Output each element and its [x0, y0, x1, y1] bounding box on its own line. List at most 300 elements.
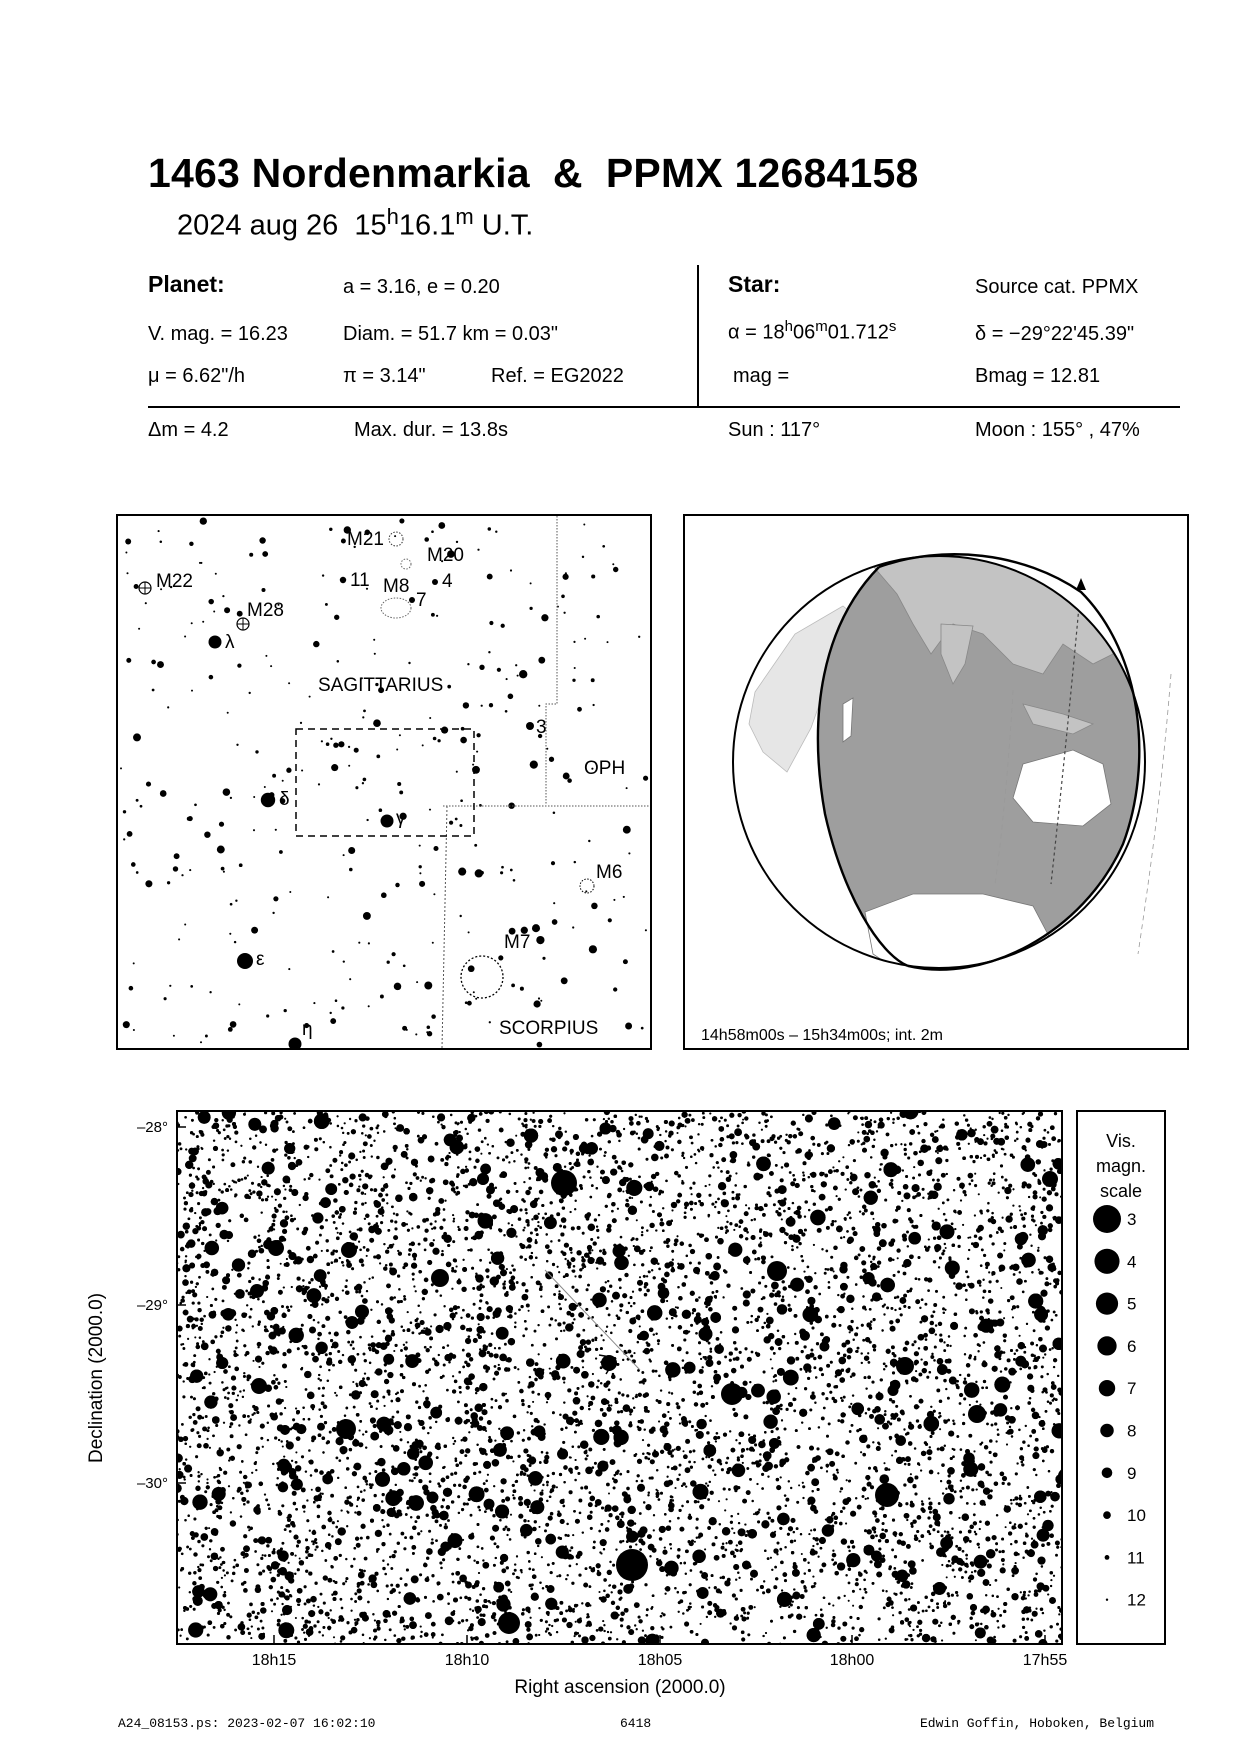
field-star [935, 1290, 938, 1293]
label-11: 11 [350, 570, 370, 591]
field-star [938, 1208, 940, 1210]
field-star [559, 1601, 563, 1605]
field-star [547, 1563, 550, 1566]
finder-star [191, 622, 193, 624]
field-star [180, 1147, 183, 1150]
field-star [230, 1434, 234, 1438]
field-star [1039, 1196, 1041, 1198]
field-star [317, 1504, 321, 1508]
finder-star [607, 641, 609, 643]
field-star [185, 1458, 187, 1460]
finder-star [265, 655, 267, 657]
field-star [323, 1602, 326, 1605]
field-star [286, 1441, 294, 1449]
finder-star [625, 1023, 632, 1030]
field-star [1010, 1407, 1012, 1409]
field-star [541, 1451, 544, 1454]
finder-star [146, 782, 151, 787]
finder-star [208, 599, 214, 605]
field-star [452, 1240, 455, 1243]
finder-star [262, 551, 268, 557]
finder-star [584, 638, 586, 640]
finder-star [427, 1031, 432, 1036]
field-star [966, 1486, 970, 1490]
field-star [729, 1622, 731, 1624]
field-star [664, 1154, 669, 1159]
field-star [1029, 1397, 1032, 1400]
finder-star [126, 572, 128, 574]
field-star [918, 1278, 921, 1281]
field-star [985, 1262, 990, 1267]
field-star [341, 1607, 344, 1610]
field-star [734, 1223, 738, 1227]
field-star [790, 1518, 795, 1523]
field-star [266, 1175, 269, 1178]
finder-star [145, 602, 147, 604]
field-star [977, 1569, 985, 1577]
field-star [990, 1134, 995, 1139]
field-star [494, 1439, 496, 1441]
finder-star [223, 871, 225, 873]
field-star [685, 1485, 687, 1487]
field-star [403, 1625, 406, 1628]
field-star [585, 1308, 588, 1311]
field-star [466, 1133, 469, 1136]
field-star [361, 1203, 364, 1206]
field-star [847, 1355, 851, 1359]
field-star [883, 1313, 885, 1315]
finder-star [332, 950, 335, 953]
field-star [1010, 1226, 1013, 1229]
finder-star [456, 771, 458, 773]
finder-star [236, 744, 238, 746]
field-star [319, 1379, 322, 1382]
field-star [322, 1634, 324, 1636]
field-star [306, 1246, 311, 1251]
field-star [1001, 1129, 1004, 1132]
field-star [192, 1292, 197, 1297]
field-star [788, 1393, 790, 1395]
finder-star [563, 612, 565, 614]
finder-star [348, 746, 350, 748]
field-star [428, 1530, 431, 1533]
finder-star [261, 588, 265, 592]
field-star [460, 1325, 465, 1330]
finder-star [626, 787, 628, 789]
finder-star [419, 845, 421, 847]
planet-diam: Diam. = 51.7 km = 0.03" [343, 323, 558, 345]
field-star [750, 1578, 753, 1581]
finder-star [222, 595, 224, 597]
field-star [738, 1540, 743, 1545]
field-star [1032, 1452, 1039, 1459]
field-star [230, 1511, 232, 1513]
field-star [734, 1317, 737, 1320]
finder-star [431, 530, 434, 533]
field-star [237, 1489, 241, 1493]
field-star [440, 1567, 443, 1570]
field-star [808, 1149, 811, 1152]
field-star [596, 1305, 599, 1308]
field-star [726, 1284, 730, 1288]
earth-globe-panel [683, 514, 1189, 1050]
field-star [492, 1525, 499, 1532]
field-star [971, 1179, 974, 1182]
finder-star [335, 999, 338, 1002]
finder-star [501, 624, 505, 628]
field-star [841, 1538, 847, 1544]
finder-star [237, 663, 241, 667]
field-star [340, 1168, 343, 1171]
field-star [953, 1282, 956, 1285]
field-star [226, 1571, 229, 1574]
field-star [831, 1323, 836, 1328]
finder-star [563, 773, 570, 780]
star-lambda [209, 636, 222, 649]
field-star [313, 1319, 315, 1321]
finder-star [561, 977, 568, 984]
finder-star [253, 829, 255, 831]
field-star [349, 1118, 351, 1120]
finder-star [463, 702, 469, 708]
field-star [741, 1451, 743, 1453]
finder-star [489, 1021, 491, 1023]
finder-star [468, 931, 470, 933]
field-star [647, 1458, 650, 1461]
field-star [235, 1141, 238, 1144]
finder-star [495, 531, 497, 533]
field-star [278, 1570, 282, 1574]
field-star [1006, 1588, 1010, 1592]
finder-star [368, 1005, 370, 1007]
finder-star [475, 998, 477, 1000]
finder-star [363, 778, 367, 782]
finder-star [366, 819, 368, 821]
field-star [811, 1478, 819, 1486]
field-star [556, 1575, 558, 1577]
finder-star [327, 896, 329, 898]
field-star [281, 1399, 284, 1402]
field-star [774, 1464, 778, 1468]
field-star [311, 1489, 313, 1491]
field-star [228, 1485, 230, 1487]
field-star [441, 1253, 444, 1256]
field-star [812, 1545, 814, 1547]
field-star [476, 1561, 479, 1564]
field-star [556, 1486, 558, 1488]
finder-star [433, 893, 435, 895]
field-star [407, 1506, 410, 1509]
star-ra: $\alpha = 18^h06^m01.712^s$ [728, 318, 897, 344]
field-star [628, 1329, 632, 1333]
field-star [243, 1534, 247, 1538]
field-star [359, 1249, 362, 1252]
field-star [716, 1432, 719, 1435]
finder-star [334, 615, 339, 620]
field-star [651, 1154, 659, 1162]
field-star [1033, 1190, 1038, 1195]
label-m22: M22 [156, 571, 193, 592]
finder-star [474, 844, 477, 847]
field-star [499, 1519, 502, 1522]
field-star [796, 1527, 799, 1530]
field-star [274, 1436, 277, 1439]
field-star [764, 1322, 767, 1325]
finder-star [157, 661, 164, 668]
field-star [924, 1303, 927, 1306]
finder-star [530, 582, 532, 584]
field-star [758, 1441, 766, 1449]
field-star [969, 1404, 971, 1406]
finder-star [133, 733, 141, 741]
field-star [435, 1519, 439, 1523]
field-star [208, 1527, 210, 1529]
field-star [524, 1167, 527, 1170]
field-star [895, 1405, 898, 1408]
field-star [985, 1266, 988, 1269]
field-star [371, 1155, 373, 1157]
finder-star [592, 704, 594, 706]
finder-star [330, 738, 332, 740]
field-star [635, 1238, 638, 1241]
finder-star [436, 615, 438, 617]
field-star [644, 1293, 648, 1297]
field-star [620, 1236, 623, 1239]
field-star [825, 1123, 828, 1126]
field-star [466, 1385, 470, 1389]
field-star [927, 1289, 930, 1292]
label-eta: η [302, 1019, 313, 1040]
field-star [350, 1565, 353, 1568]
field-star [445, 1417, 450, 1422]
field-star [948, 1431, 954, 1437]
field-star [641, 1231, 643, 1233]
finder-star [237, 611, 243, 617]
field-star [679, 1464, 682, 1467]
field-star [707, 1498, 710, 1501]
field-star [1028, 1590, 1031, 1593]
label-3: 3 [536, 717, 547, 738]
field-star [921, 1503, 924, 1506]
field-star [879, 1474, 889, 1484]
planet-mu: μ = 6.62"/h [148, 365, 246, 387]
field-star [1022, 1618, 1025, 1621]
field-star [404, 1628, 406, 1630]
finder-star [190, 985, 193, 988]
field-star [793, 1630, 796, 1633]
field-star [606, 1307, 609, 1310]
finder-chart [116, 514, 652, 1050]
finder-star [325, 603, 328, 606]
field-star [842, 1156, 844, 1158]
field-star [548, 1516, 553, 1521]
field-star [309, 1530, 311, 1532]
field-star [459, 1131, 461, 1133]
field-star [813, 1366, 816, 1369]
field-star [1015, 1562, 1017, 1564]
field-star [362, 1298, 368, 1304]
field-star [987, 1494, 992, 1499]
finder-star [551, 861, 555, 865]
field-star [562, 1441, 565, 1444]
field-star [528, 1568, 531, 1571]
field-star [1053, 1366, 1055, 1368]
finder-star [511, 984, 515, 988]
label-lambda: λ [225, 632, 235, 653]
field-star [644, 1583, 647, 1586]
field-star [421, 1176, 424, 1179]
field-star [608, 1492, 610, 1494]
field-star [569, 1565, 572, 1568]
finder-star [249, 553, 253, 557]
field-star [958, 1245, 961, 1248]
finder-star [429, 809, 431, 811]
finder-star [638, 636, 640, 638]
finder-star [213, 611, 215, 613]
finder-star [542, 957, 545, 960]
finder-star [272, 774, 276, 778]
finder-star [460, 873, 462, 875]
finder-star [204, 831, 210, 837]
field-star [979, 1528, 981, 1530]
field-star [905, 1341, 910, 1346]
field-star [596, 1229, 599, 1232]
finder-star [158, 530, 160, 532]
finder-star [438, 522, 445, 529]
field-star [198, 1276, 201, 1279]
star-7 [409, 597, 415, 603]
field-star [336, 1236, 340, 1240]
finder-star [140, 805, 143, 808]
field-star [733, 1341, 736, 1344]
finder-star [455, 818, 458, 821]
field-star [205, 1241, 220, 1256]
finder-star [178, 938, 180, 940]
field-star [1035, 1438, 1039, 1442]
field-star [517, 1368, 519, 1370]
field-star [850, 1511, 856, 1517]
field-star [886, 1306, 889, 1309]
field-star [387, 1563, 389, 1565]
field-star [702, 1116, 705, 1119]
star-heading: Star: [728, 271, 781, 297]
finder-star [481, 705, 483, 707]
star-chart [80, 1100, 1190, 1710]
finder-star [395, 883, 399, 887]
star-dec: δ = −29°22'45.39" [975, 323, 1135, 345]
finder-star [343, 854, 345, 856]
field-star [556, 1212, 560, 1216]
field-star [1012, 1204, 1014, 1206]
finder-star [441, 727, 448, 734]
field-star [1000, 1370, 1002, 1372]
field-star [563, 1321, 566, 1324]
field-star [639, 1512, 642, 1515]
finder-star [223, 788, 231, 796]
field-star [709, 1350, 712, 1353]
time-zone: U.T. [481, 209, 534, 242]
finder-star [538, 997, 540, 999]
field-star [431, 1622, 436, 1627]
field-star [521, 1533, 525, 1537]
field-star [939, 1334, 942, 1337]
field-star [678, 1325, 683, 1330]
field-star [574, 1479, 577, 1482]
field-star [275, 1378, 278, 1381]
field-star [771, 1367, 773, 1369]
field-star [813, 1357, 816, 1360]
field-star [415, 1290, 417, 1292]
field-star [447, 1519, 450, 1522]
field-star [1042, 1137, 1045, 1140]
field-star [227, 1397, 230, 1400]
field-star [563, 1381, 565, 1383]
field-star [867, 1352, 869, 1354]
field-star [330, 1174, 334, 1178]
hour-unit: h [386, 204, 399, 229]
field-star [839, 1491, 841, 1493]
field-star [801, 1259, 804, 1262]
field-star [872, 1145, 875, 1148]
field-star [380, 1509, 385, 1514]
field-star [206, 1478, 208, 1480]
field-star [597, 1380, 600, 1383]
star-mag: mag = [733, 365, 790, 387]
finder-star [456, 541, 458, 543]
field-star [634, 1602, 640, 1608]
field-star [696, 1537, 698, 1539]
finder-star [408, 662, 410, 664]
finder-star [467, 1001, 472, 1006]
finder-star [577, 707, 582, 712]
field-star [329, 1122, 332, 1125]
field-star [591, 1316, 594, 1319]
finder-star [549, 757, 554, 762]
field-star [344, 1122, 346, 1124]
field-star [771, 1282, 779, 1290]
field-star [202, 1387, 204, 1389]
finder-star [476, 733, 480, 737]
finder-star [513, 879, 516, 882]
field-star [722, 1192, 726, 1196]
field-star [596, 1267, 598, 1269]
field-star [252, 1145, 256, 1149]
field-star [602, 1620, 604, 1622]
field-star [909, 1142, 912, 1145]
finder-star [169, 985, 171, 987]
field-star [315, 1486, 321, 1492]
event-datetime [177, 204, 533, 243]
finder-star [498, 955, 503, 960]
field-star [581, 1385, 584, 1388]
field-star [644, 1456, 647, 1459]
field-star [241, 1178, 244, 1181]
field-star [754, 1606, 756, 1608]
field-star [557, 1512, 562, 1517]
field-star [369, 1402, 372, 1405]
field-star [337, 1520, 339, 1522]
finder-star [567, 778, 572, 783]
field-star [302, 1279, 305, 1282]
finder-star [123, 838, 125, 840]
finder-star [224, 607, 230, 613]
field-star [960, 1479, 962, 1481]
field-star [202, 1187, 204, 1189]
field-star [591, 1249, 593, 1251]
finder-star [497, 668, 501, 672]
delta-mag: Δm = 4.2 [148, 419, 229, 441]
finder-star [326, 742, 330, 746]
